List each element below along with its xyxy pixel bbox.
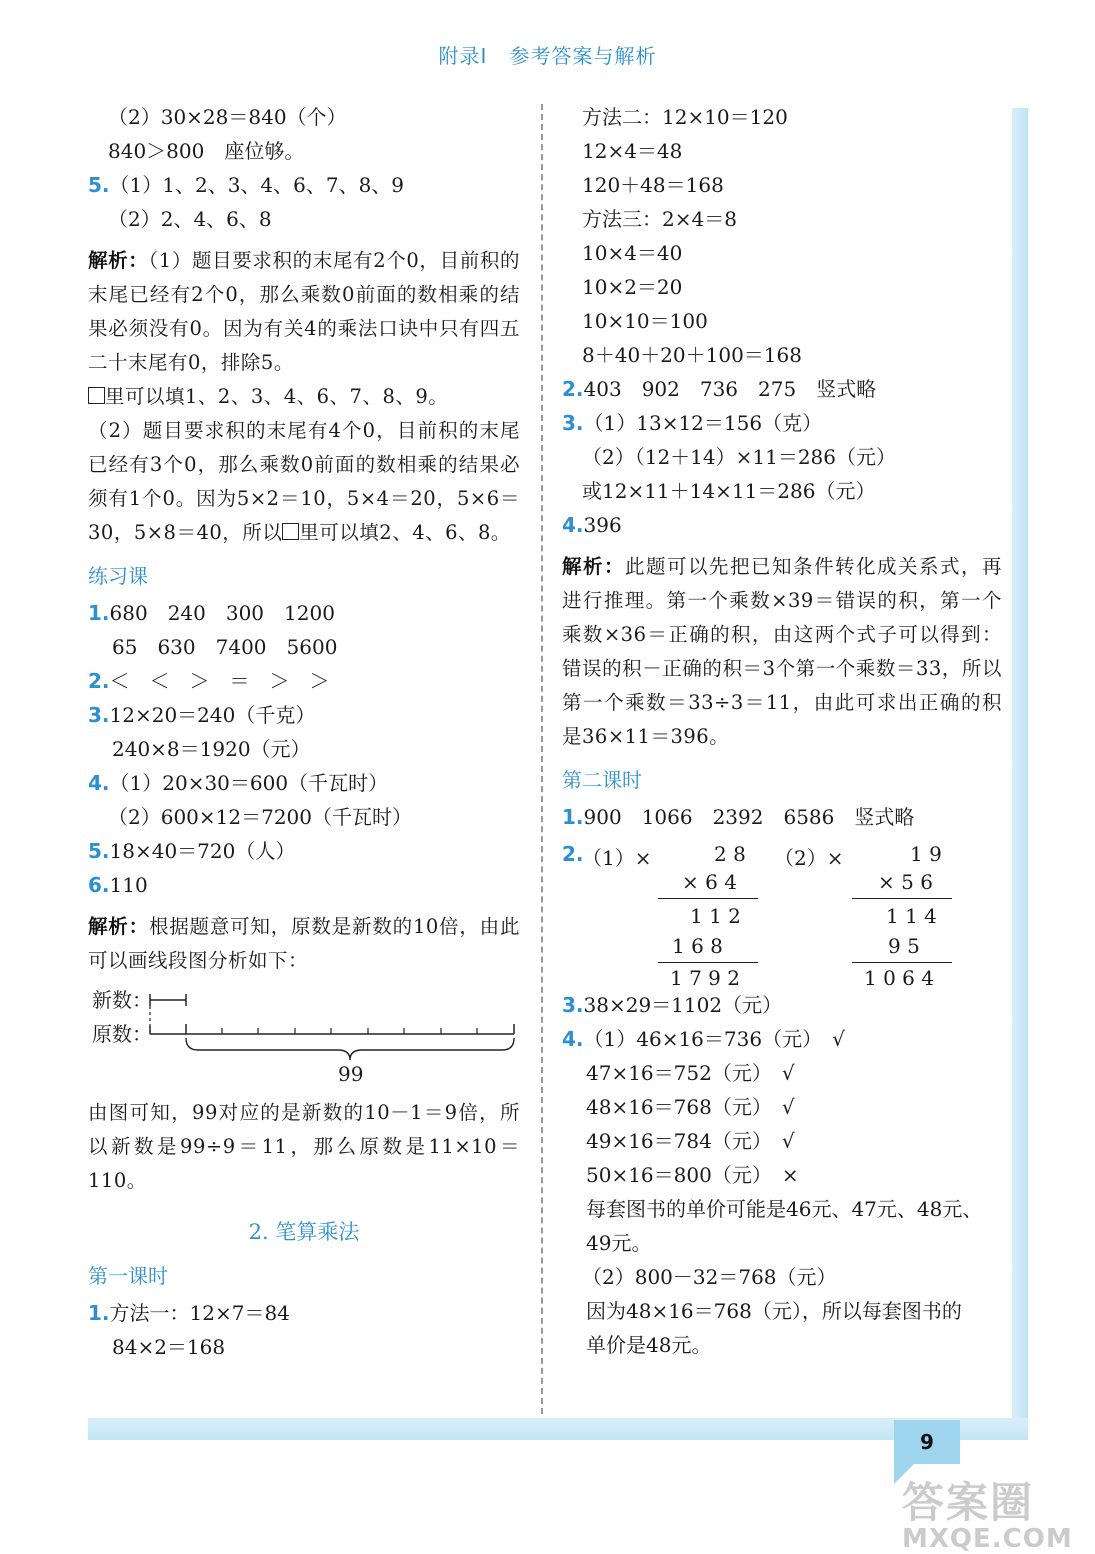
answer-text: （1）13×12＝156（克） [583,411,823,435]
vm1-partial-1: 1 1 2 [690,904,741,928]
answer-line: 方法三：2×4＝8 [582,207,737,231]
answer-line: 120＋48＝168 [582,173,724,197]
practice-5 [88,834,520,868]
answer-text: 680 240 300 1200 [109,601,335,625]
diagram-new-label: 新数： [92,988,152,1012]
watermark-logo [902,1470,1073,1554]
question-number: 3. [562,993,584,1017]
practice-2 [88,664,520,698]
practice-6 [88,868,520,902]
answer-line: （2）600×12＝7200（千瓦时） [108,805,413,829]
answer-text: （1）20×30＝600（千瓦时） [109,771,389,795]
answer-line: 84×2＝168 [112,1335,226,1359]
analysis-text: （2）题目要求积的末尾有4个0，目前积的末尾已经有3个0，那么乘数0前面的数相乘的结果必须有1个0。因为5×2＝10，5×4＝20，5×6＝30，5×8＝40，所以 [88,419,520,544]
question-number: 1. [88,1301,110,1325]
line-segment-diagram [88,984,520,1096]
question-number: 4. [562,1027,584,1051]
question-5 [88,168,520,202]
question-4 [562,508,1002,542]
page-header [0,40,1095,69]
vm2-multiplicand: 1 9 [910,842,942,866]
diagram-total-label: 99 [338,1062,364,1086]
vm1-multiplier: × 6 4 [682,870,737,894]
analysis-paragraph [88,414,520,550]
answer-line: （2）（12＋14）×11＝286（元） [582,445,897,469]
question-number: 4. [88,771,110,795]
answer-line: 10×4＝40 [582,241,683,265]
judgement-1: （1）× [582,846,652,870]
diagram-orig-label: 原数： [92,1022,152,1046]
answer-line: 47×16＝752（元） √ [586,1061,795,1085]
column-divider [541,104,543,1414]
answer-line: 240×8＝1920（元） [112,737,311,761]
vm1-product: 1 7 9 2 [670,966,740,990]
analysis-text: （1）题目要求积的末尾有2个0，目前积的末尾已经有2个0，那么乘数0前面的数相乘的结果必须没有0。因为有关4的乘法口诀中只有四五二十末尾有0，排除5。 [88,249,520,374]
answer-line: 方法二：12×10＝120 [582,105,788,129]
analysis-paragraph [562,550,1002,754]
analysis-paragraph [88,244,520,414]
bottom-decor-band [88,1418,1028,1440]
answer-line: 12×4＝48 [582,139,683,163]
header-title: 参考答案与解析 [509,44,657,68]
answer-line: 10×2＝20 [582,275,683,299]
answer-line: 49×16＝784（元） √ [586,1129,795,1153]
practice-4 [88,766,520,800]
right-decor-band [1012,108,1028,1420]
vm2-rule [852,962,952,963]
blank-box-icon [88,387,105,404]
section-title: 第二课时 [562,768,642,792]
answer-line: 因为48×16＝768（元），所以每套图书的 [586,1299,962,1323]
question-number: 2. [562,377,584,401]
vm2-rule [852,898,952,899]
answer-text: 18×40＝720（人） [109,839,296,863]
section-title: 练习课 [88,564,148,588]
right-column [562,100,1002,1362]
page-number [894,1420,960,1464]
watermark-top: 答案圈 [902,1478,1035,1527]
question-number: 3. [562,411,584,435]
vm2-product: 1 0 6 4 [864,966,934,990]
answer-text: 38×29＝1102（元） [583,993,783,1017]
blank-box-icon [282,523,299,540]
analysis-text: 里可以填2、4、6、8。 [299,521,511,544]
lesson2-question-1 [562,800,1002,834]
answer-text: 396 [583,513,622,537]
answer-text: 方法一：12×7＝84 [109,1301,290,1325]
answer-text: 403 902 736 275 竖式略 [583,377,877,401]
question-number: 6. [88,873,110,897]
watermark-bottom: MXQE.COM [902,1524,1073,1554]
answer-line: 50×16＝800（元） × [586,1163,799,1187]
answer-text: （1）1、2、3、4、6、7、8、9 [109,173,405,197]
analysis-paragraph [88,910,520,978]
question-2 [562,372,1002,406]
vm1-rule [658,898,758,899]
answer-text: 110 [109,873,148,897]
question-number: 4. [562,513,584,537]
question-number: 3. [88,703,110,727]
answer-line: （2）2、4、6、8 [108,207,272,231]
practice-1 [88,596,520,630]
lesson2-question-3 [562,988,1002,1022]
answer-line: 8＋40＋20＋100＝168 [582,343,802,367]
chapter-title: 2. 笔算乘法 [248,1220,360,1244]
answer-text: ＜ ＜ ＞ ＝ ＞ ＞ [109,669,330,693]
vm1-multiplicand: 2 8 [714,842,746,866]
vertical-multiplication-block [562,836,1002,988]
conclusion-paragraph: 由图可知，99对应的是新数的10－1＝9倍，所以新数是99÷9＝11，那么原数是11×10＝110。 [88,1101,520,1192]
lesson2-question-4 [562,1022,1002,1056]
vm1-rule [658,962,758,963]
analysis-label: 解析： [562,555,625,578]
question-3 [562,406,1002,440]
page-number-text: 9 [920,1430,934,1454]
vm2-partial-1: 1 1 4 [886,904,937,928]
vm2-multiplier: × 5 6 [878,870,933,894]
answer-line: 65 630 7400 5600 [112,635,338,659]
question-number: 5. [88,839,110,863]
analysis-text: 里可以填1、2、3、4、6、7、8、9。 [105,385,449,408]
analysis-label: 解析： [88,249,149,272]
section-title: 第一课时 [88,1264,168,1288]
lesson1-question-1 [88,1296,520,1330]
answer-line: 单价是48元。 [586,1333,712,1357]
question-number: 1. [88,601,110,625]
answer-line: （2）800－32＝768（元） [582,1265,837,1289]
judgement-2: （2）× [774,846,844,870]
answer-text: 12×20＝240（千克） [109,703,316,727]
answer-line: 或12×11＋14×11＝286（元） [582,479,876,503]
answer-text: 900 1066 2392 6586 竖式略 [583,805,915,829]
analysis-label: 解析： [88,915,149,938]
vm1-partial-2: 1 6 8 [672,934,723,958]
vm2-partial-2: 9 5 [888,934,920,958]
answer-line: 48×16＝768（元） √ [586,1095,795,1119]
answer-line: 每套图书的单价可能是46元、47元、48元、 [586,1197,983,1221]
question-number: 1. [562,805,584,829]
diagram-svg [88,984,520,1096]
answer-line: 49元。 [586,1231,652,1255]
analysis-text: 根据题意可知，原数是新数的10倍，由此可以画线段图分析如下： [88,915,520,972]
left-column [88,100,520,1364]
practice-3 [88,698,520,732]
answer-line: （2）30×28＝840（个） [108,105,347,129]
question-number: 5. [88,173,110,197]
answer-text: （1）46×16＝736（元） √ [583,1027,845,1051]
header-appendix: 附录Ⅰ [438,44,488,68]
question-number: 2. [562,842,584,866]
answer-line: 10×10＝100 [582,309,708,333]
answer-line: 840＞800 座位够。 [108,139,305,163]
question-number: 2. [88,669,110,693]
analysis-text: 此题可以先把已知条件转化成关系式，再进行推理。第一个乘数×39＝错误的积，第一个乘数×36＝正确的积，由这两个式子可以得到：错误的积－正确的积＝3个第一个乘数＝33，所以第一个乘数＝33÷3＝11，由此可求出正确的积是36×11＝396。 [562,555,1002,748]
